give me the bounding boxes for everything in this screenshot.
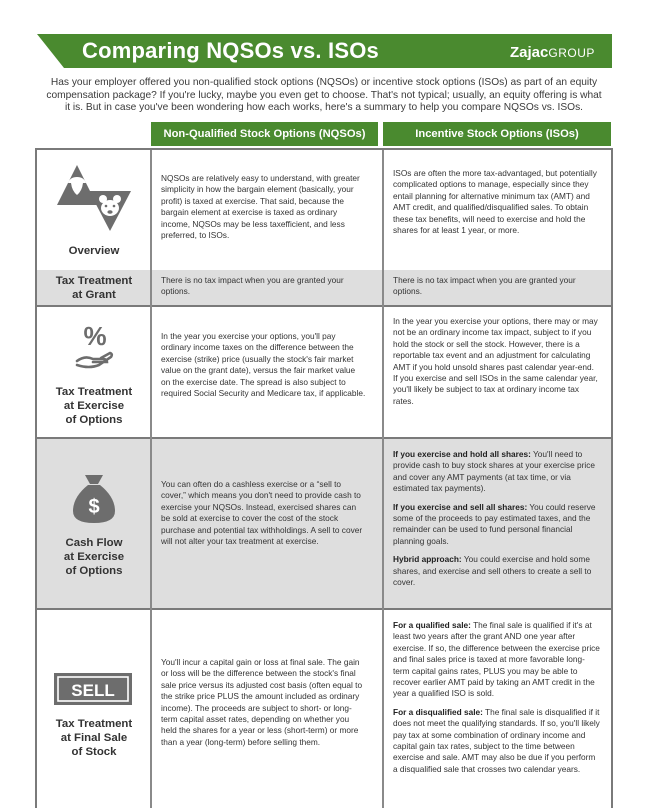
grant-nqso-text: There is no tax impact when you are granted your options. xyxy=(161,275,344,297)
company-logo xyxy=(510,44,595,61)
row-label-cash-flow-line-2: at Exercise xyxy=(63,551,125,563)
svg-text:%: % xyxy=(83,321,107,351)
sale-iso-disqualified xyxy=(393,707,600,775)
sell-sign-text: SELL xyxy=(71,681,115,700)
column-divider-1 xyxy=(150,150,152,808)
sale-nqso-text: You'll incur a capital gain or loss at final sale. The gain or loss will be the difference between the stock's final sale price versus its adjusted cost basis (often equal to the strike price PLUS the amount included as ordinary income). The proceeds are subject to short- or long-term capital asset rates, depending on whether you held the shares for a year or less (short-term) or more than a year (long-term) before selling them. xyxy=(161,657,363,747)
sell-sign-icon xyxy=(53,672,133,706)
row-label-exercise-line-3: of Options xyxy=(65,414,123,426)
row-label-overview: Overview xyxy=(68,245,120,257)
cashflow-nqso-text: You can often do a cashless exercise or a “sell to cover,” which means you don't need to provide cash to exercise your NQSOs. Instead, exercised shares can be sold at exercise to cover the cost of the stock purchase and potential tax withholdings. A sell to cover will not alter your tax treatment at exercise. xyxy=(161,479,363,547)
overview-nqso-text: NQSOs are relatively easy to understand, with greater simplicity in how the bargain element (basically, your profit) is taxed at exercise. That said, because the bargain element at exercise is taxed as ordinary income, NQSOs may be less taxefficient, and less preferred, to ISOs. xyxy=(161,173,360,241)
cashflow-iso-hybrid-heading: Hybrid approach: xyxy=(393,554,462,565)
sale-iso-qualified-heading: For a qualified sale: xyxy=(393,620,471,630)
logo-rest-text: GROUP xyxy=(548,46,595,60)
comparison-table xyxy=(35,148,613,808)
column-divider-2 xyxy=(382,150,384,808)
exercise-iso-text: In the year you exercise your options, there may or may not be an ordinary income tax impact, subject to if you hold the stock or sell the stock. However, there is a reportable tax event and an adjustment for calculating AMT if you hold unsold shares past calendar year-end. If you exercise and sell ISOs in the same calendar year, you'll likely be subject to tax at ordinary income tax rates. xyxy=(393,316,598,406)
sale-iso-disqualified-heading: For a disqualified sale: xyxy=(393,706,483,717)
row-overview xyxy=(37,150,611,270)
sale-iso-disqualified-body: The final sale is disqualified if it does not meet the qualifying standards. If so, you'll likely pay tax at some combination of ordinary income and capital gain tax rates, subject to the time between exercise and sale. AMT may also be due if you perform a disqualified sale that crosses two calendar years. xyxy=(393,706,600,774)
percent-hand-icon xyxy=(75,321,115,369)
sale-iso-text xyxy=(393,620,600,782)
row-tax-at-exercise xyxy=(37,305,611,439)
overview-iso-text: ISOs are often the more tax-advantaged, but potentially complicated options to manage, especially since they entail planning for alternative minimum tax (AMT) and AMT credit, and qualified/disqualified sales. To obtain these tax benefits, will need to exercise and hold the shares for at least 1 year, or more. xyxy=(393,168,597,236)
row-label-final-sale-line-3: of Stock xyxy=(71,746,117,758)
column-header-iso: Incentive Stock Options (ISOs) xyxy=(383,122,611,146)
row-label-cash-flow-line-3: of Options xyxy=(65,565,123,577)
cashflow-iso-text xyxy=(393,449,600,595)
row-label-exercise-line-1: Tax Treatment xyxy=(55,386,133,398)
row-label-exercise-line-2: at Exercise xyxy=(63,400,125,412)
money-bag-icon xyxy=(71,469,117,525)
row-label-grant xyxy=(37,274,151,302)
sale-iso-qualified-body: The final sale is qualified if it's at least two years after the grant AND one year after exercise. If so, the difference between the exercise price and final sales price is taxed at more favorable long-term capital gains rates, PLUS you may be able to recover earlier AMT paid by taking an AMT credit in the year a qualified ISO is sold. xyxy=(393,620,600,699)
sale-iso-qualified xyxy=(393,620,600,700)
row-label-cash-flow-line-1: Cash Flow xyxy=(65,537,123,549)
cashflow-iso-sell-heading: If you exercise and sell all shares: xyxy=(393,501,528,512)
grant-iso-text: There is no tax impact when you are granted your options. xyxy=(393,275,576,297)
row-tax-at-final-sale xyxy=(37,608,611,812)
cashflow-iso-hybrid-body: You could exercise and hold some shares, and exercise and sell others to create a sell to cover. xyxy=(393,554,592,588)
row-cash-flow xyxy=(37,437,611,610)
exercise-nqso-text: In the year you exercise your options, you'll pay ordinary income taxes on the difference between the exercise (strike) price (usually the stock's fair market value on the grant date), versus the fair market value on the exercise date. The spread is also subject to required Social Security and Medicare tax, if applicable. xyxy=(161,331,366,399)
row-label-grant-line-1: Tax Treatment xyxy=(55,275,133,287)
cashflow-iso-sell-body: You could reserve some of the proceeds to pay estimated taxes, and the remainder can be used to fund personal financial planning goals. xyxy=(393,501,596,546)
page-title: Comparing NQSOs vs. ISOs xyxy=(82,38,379,63)
row-label-final-sale xyxy=(37,717,151,759)
cashflow-iso-hold xyxy=(393,449,600,495)
row-tax-at-grant xyxy=(37,270,611,305)
intro-paragraph: Has your employer offered you non-qualified stock options (NQSOs) or incentive stock options (ISOs) as part of an equity compensation package? If you're lucky, maybe you even get to choose. That's not typical; usually, an equity offering is what it is. But in case you've been wondering how each works, here's a summary to help you compare NQSOs vs. ISOs. xyxy=(46,77,602,114)
bull-bear-icon xyxy=(51,161,137,233)
logo-bold-text: Zajac xyxy=(510,44,549,61)
column-header-nqso: Non-Qualified Stock Options (NQSOs) xyxy=(151,122,378,146)
cashflow-iso-hold-heading: If you exercise and hold all shares: xyxy=(393,449,531,459)
cashflow-iso-hold-body: You'll need to provide cash to buy stock shares at your exercise price and cover any AMT payments (at tax time, or via estimated tax payments). xyxy=(393,449,595,494)
row-label-exercise xyxy=(37,385,151,427)
cashflow-iso-sell xyxy=(393,502,600,548)
row-label-final-sale-line-2: at Final Sale xyxy=(60,732,128,744)
row-label-final-sale-line-1: Tax Treatment xyxy=(55,718,133,730)
money-bag-symbol: $ xyxy=(88,496,100,518)
row-label-grant-line-2: at Grant xyxy=(72,289,116,301)
row-label-cash-flow xyxy=(37,536,151,578)
cashflow-iso-hybrid xyxy=(393,554,600,588)
